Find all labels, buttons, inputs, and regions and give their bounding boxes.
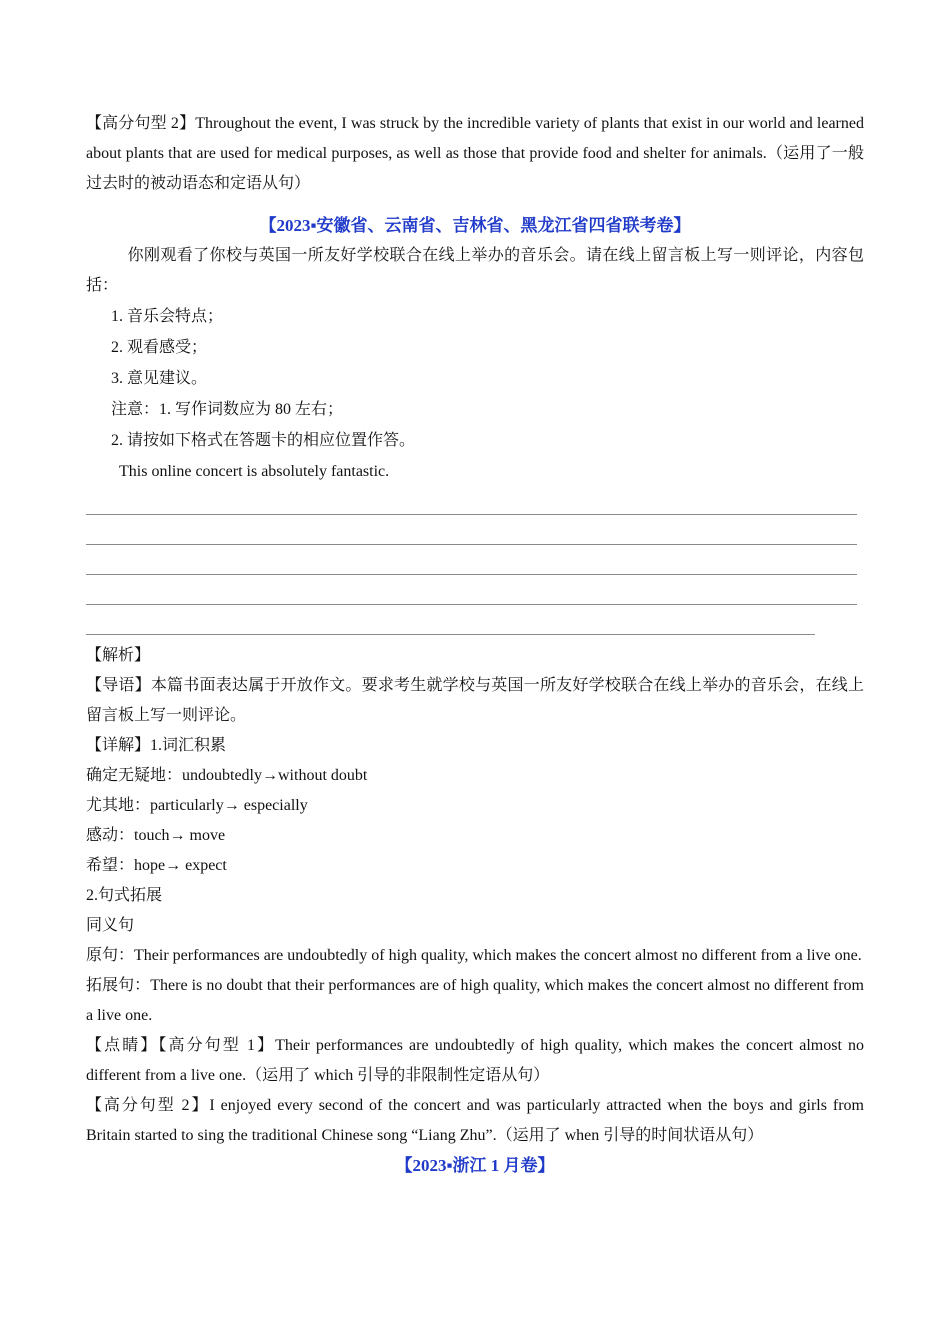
highlight-pattern-1: 【点睛】【高分句型 1】Their performances are undoubtedly of high quality, which makes the concert almost no different from a live one.（运用了 which 引导的非限制性定语从句） [86, 1037, 864, 1084]
answer-line [86, 485, 857, 515]
next-section-title: 【2023▪浙江 1 月卷】 [395, 1156, 555, 1175]
vocab-item: 尤其地：particularly→ especially [86, 797, 308, 814]
vocab-item: 确定无疑地：undoubtedly→without doubt [86, 767, 368, 784]
vocab-item: 希望：hope→ expect [86, 857, 227, 874]
analysis-intro: 【导语】本篇书面表达属于开放作文。要求考生就学校与英国一所友好学校联合在线上举办的音乐会，在线上留言板上写一则评论。 [86, 677, 864, 724]
expanded-sentence: 拓展句：There is no doubt that their performances are of high quality, which makes the concert almost no different from a live one. [86, 977, 864, 1024]
start-sentence: This online concert is absolutely fantastic. [119, 463, 390, 480]
original-sentence: 原句：Their performances are undoubtedly of high quality, which makes the concert almost no different from a live one. [86, 947, 862, 964]
answer-line [86, 515, 857, 545]
document-body [86, 109, 864, 1181]
answer-line [86, 605, 815, 635]
synonym-heading: 同义句 [86, 917, 135, 934]
section-title: 【2023▪安徽省、云南省、吉林省、黑龙江省四省联考卷】 [259, 216, 691, 235]
note-1: 注意：1. 写作词数应为 80 左右； [111, 401, 344, 418]
highlight-pattern-2: 【高分句型 2】I enjoyed every second of the concert and was particularly attracted when the boys and girls from Britain started to sing the traditional Chinese song “Liang Zhu”.（运用了 when 引导的时间状语从句） [86, 1097, 864, 1144]
prompt-item-3: 3. 意见建议。 [111, 370, 208, 387]
prompt-item-1: 1. 音乐会特点； [111, 308, 224, 325]
analysis-heading: 【解析】 [86, 647, 151, 664]
sentence-heading: 2.句式拓展 [86, 887, 163, 904]
answer-lines [86, 485, 864, 635]
prompt-item-2: 2. 观看感受； [111, 339, 208, 356]
previous-sentence-pattern: 【高分句型 2】Throughout the event, I was struck by the incredible variety of plants that exist in our world and learned about plants that are used for medical purposes, as well as those that provide food and shelter for animals.（运用了一般过去时的被动语态和定语从句） [86, 115, 864, 192]
answer-line [86, 545, 857, 575]
answer-line [86, 575, 857, 605]
writing-prompt: 你刚观看了你校与英国一所友好学校联合在线上举办的音乐会。请在线上留言板上写一则评论，内容包括： [86, 247, 864, 294]
detail-heading: 【详解】1.词汇积累 [86, 737, 227, 754]
note-2: 2. 请按如下格式在答题卡的相应位置作答。 [111, 432, 416, 449]
vocab-item: 感动：touch→ move [86, 827, 226, 844]
